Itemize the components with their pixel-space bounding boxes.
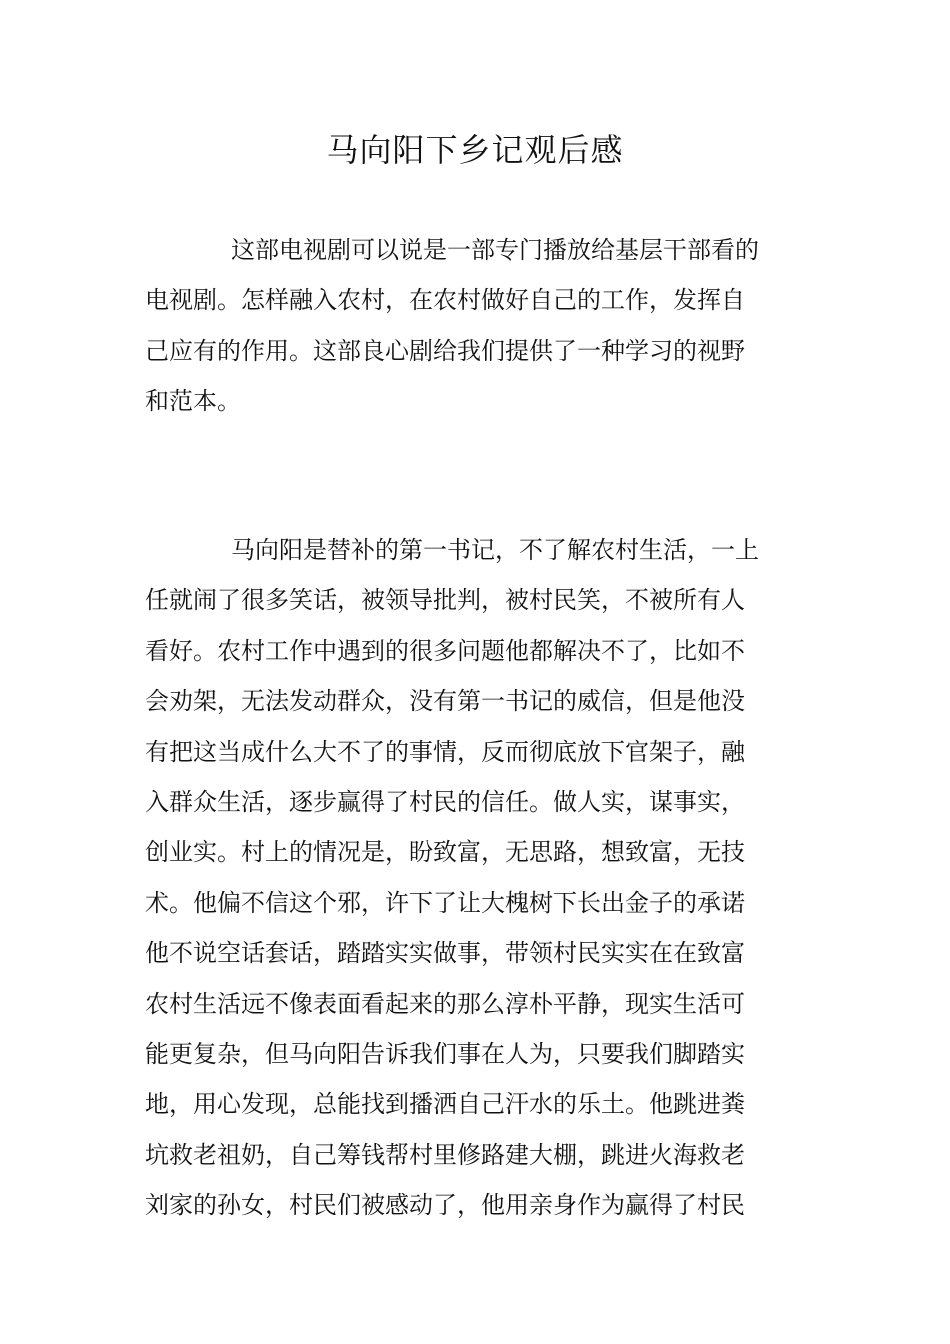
paragraph-line: 看好。农村工作中遇到的很多问题他都解决不了，比如不 (145, 636, 745, 665)
paragraph-line: 他不说空话套话，踏踏实实做事，带领村民实实在在致富 (145, 939, 745, 968)
paragraph-body (145, 525, 810, 1231)
paragraph-line: 和范本。 (145, 387, 241, 416)
paragraph-line: 会劝架，无法发动群众，没有第一书记的威信，但是他没 (145, 687, 745, 716)
paragraph-line: 入群众生活，逐步赢得了村民的信任。做人实，谋事实， (145, 788, 745, 817)
paragraph-line: 术。他偏不信这个邪，许下了让大槐树下长出金子的承诺 (145, 888, 745, 917)
paragraph-line: 马向阳是替补的第一书记，不了解农村生活，一上 (231, 536, 759, 564)
paragraph-line: 任就闹了很多笑话，被领导批判，被村民笑，不被所有人 (145, 586, 745, 615)
paragraph-line: 电视剧。怎样融入农村，在农村做好自己的工作，发挥自 (145, 286, 745, 315)
paragraph-line: 刘家的孙女，村民们被感动了，他用亲身作为赢得了村民 (145, 1191, 745, 1220)
paragraph-line: 坑救老祖奶，自己筹钱帮村里修路建大棚，跳进火海救老 (145, 1140, 745, 1169)
document-title: 马向阳下乡记观后感 (326, 131, 624, 169)
paragraph-line: 这部电视剧可以说是一部专门播放给基层干部看的 (231, 236, 759, 264)
paragraph-line: 己应有的作用。这部良心剧给我们提供了一种学习的视野 (145, 336, 745, 365)
paragraph-line: 能更复杂，但马向阳告诉我们事在人为，只要我们脚踏实 (145, 1040, 745, 1069)
paragraph-line: 创业实。村上的情况是，盼致富，无思路，想致富，无技 (145, 838, 745, 867)
paragraph-line: 有把这当成什么大不了的事情，反而彻底放下官架子，融 (145, 737, 745, 766)
paragraph-intro (145, 225, 810, 427)
paragraph-line: 农村生活远不像表面看起来的那么淳朴平静，现实生活可 (145, 989, 745, 1018)
paragraph-line: 地，用心发现，总能找到播洒自己汗水的乐土。他跳进粪 (145, 1090, 745, 1119)
